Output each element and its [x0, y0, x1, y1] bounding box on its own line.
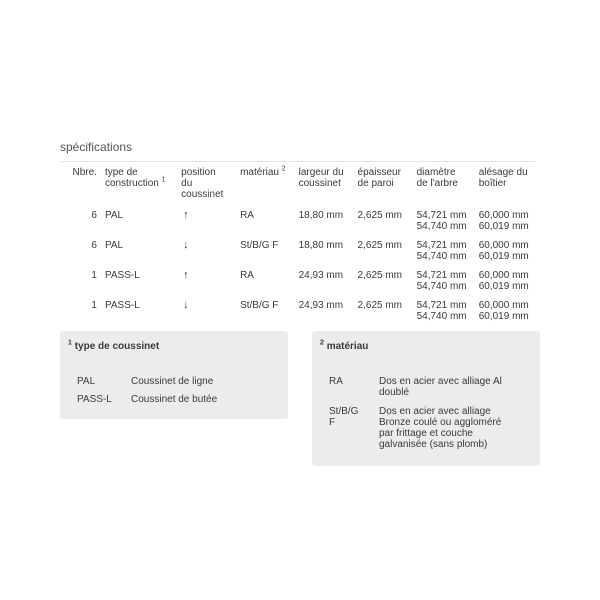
cell-materiau: St/B/G F [240, 240, 279, 251]
legend-type-title: $^1$ type de coussinet [68, 339, 160, 352]
down-arrow-icon: ↓ [183, 239, 189, 251]
cell-diametre: 54,721 mm 54,740 mm [416, 300, 467, 322]
col-header-type: type de construction $^1$ [104, 167, 166, 189]
cell-materiau: St/B/G F [240, 300, 279, 311]
cell-largeur: 24,93 mm [298, 270, 344, 281]
cell-nbre: 1 [91, 300, 97, 311]
legend-materiau-item: St/B/G F Dos en acier avec alliage Bronze coulé ou aggloméré par frittage et couche galvanisée (sans plomb) [329, 406, 502, 450]
cell-diametre: 54,721 mm 54,740 mm [416, 270, 467, 292]
cell-nbre: 6 [91, 210, 97, 221]
cell-epaisseur: 2,625 mm [357, 300, 403, 311]
col-header-nbre: Nbre. [72, 167, 97, 178]
table-header-row [60, 163, 540, 206]
table-row [60, 266, 540, 296]
cell-diametre: 54,721 mm 54,740 mm [416, 210, 467, 232]
section-title: spécifications [60, 140, 133, 154]
cell-epaisseur: 2,625 mm [357, 210, 403, 221]
legend-type-item: PAL Coussinet de ligne [77, 376, 214, 387]
specifications-table [60, 163, 540, 326]
cell-type: PAL [104, 210, 124, 221]
col-header-epaisseur: épaisseur de paroi [357, 167, 401, 189]
col-header-alesage: alésage du boîtier [478, 167, 528, 189]
cell-epaisseur: 2,625 mm [357, 270, 403, 281]
up-arrow-icon: ↑ [183, 209, 189, 221]
table-row [60, 206, 540, 236]
cell-materiau: RA [240, 210, 254, 221]
col-header-materiau: matériau $^2$ [240, 165, 286, 178]
cell-alesage: 60,000 mm 60,019 mm [478, 300, 529, 322]
cell-largeur: 18,80 mm [298, 240, 344, 251]
legend-type-box [60, 331, 288, 419]
up-arrow-icon: ↑ [183, 269, 189, 281]
cell-nbre: 6 [91, 240, 97, 251]
col-header-position: position du coussinet [181, 167, 224, 200]
cell-nbre: 1 [91, 270, 97, 281]
cell-type: PAL [104, 240, 124, 251]
header-divider [60, 161, 536, 162]
table-row [60, 296, 540, 326]
cell-alesage: 60,000 mm 60,019 mm [478, 240, 529, 262]
table-row [60, 236, 540, 266]
cell-epaisseur: 2,625 mm [357, 240, 403, 251]
legend-materiau-box [312, 331, 540, 466]
cell-diametre: 54,721 mm 54,740 mm [416, 240, 467, 262]
cell-materiau: RA [240, 270, 254, 281]
legend-materiau-item: RA Dos en acier avec alliage Al doublé [329, 376, 502, 398]
legend-type-item: PASS-L Coussinet de butée [77, 394, 218, 405]
cell-type: PASS-L [104, 300, 140, 311]
cell-largeur: 24,93 mm [298, 300, 344, 311]
cell-largeur: 18,80 mm [298, 210, 344, 221]
col-header-diametre: diamètre de l'arbre [416, 167, 458, 189]
down-arrow-icon: ↓ [183, 299, 189, 311]
cell-type: PASS-L [104, 270, 140, 281]
cell-alesage: 60,000 mm 60,019 mm [478, 210, 529, 232]
col-header-largeur: largeur du coussinet [298, 167, 344, 189]
legend-materiau-title: $^2$ matériau [320, 339, 369, 352]
cell-alesage: 60,000 mm 60,019 mm [478, 270, 529, 292]
